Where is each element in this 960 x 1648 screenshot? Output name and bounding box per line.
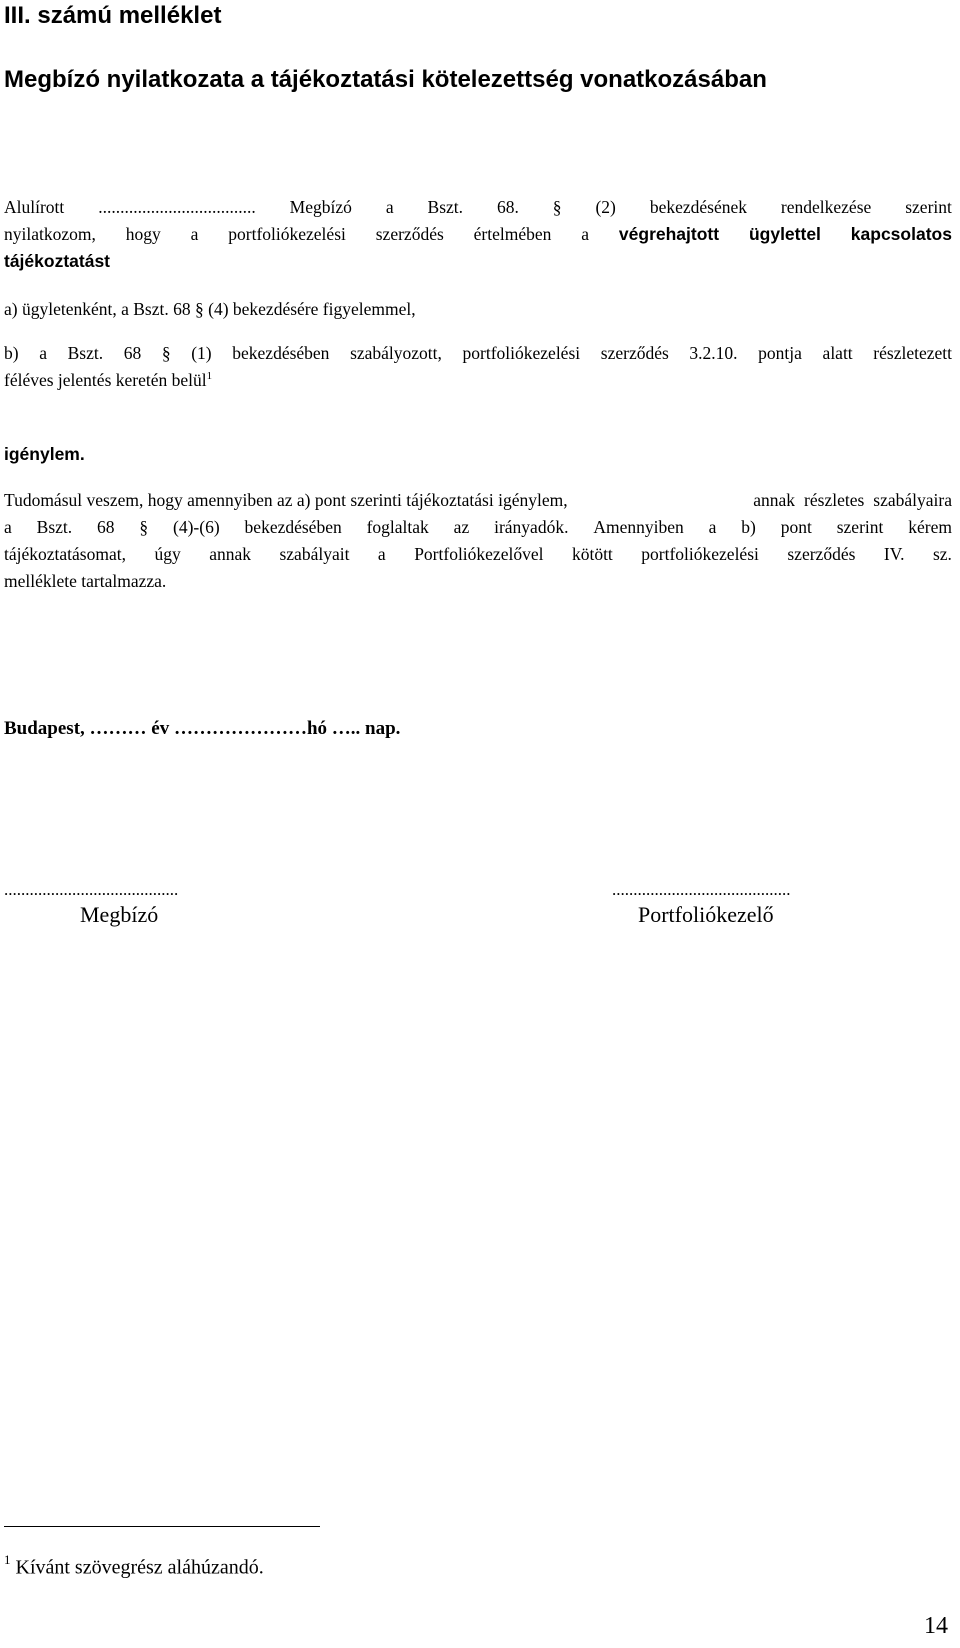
manager-signature-line: .......................................... bbox=[612, 880, 791, 899]
footnote-mark: 1 bbox=[4, 1552, 11, 1567]
notice-line-3: tájékoztatásomat, úgy annak szabályait a Portfoliókezelővel kötött portfoliókezelési szerződés IV. sz. bbox=[4, 544, 952, 564]
footnote-reference: 1 bbox=[206, 370, 213, 382]
intro-paragraph bbox=[4, 194, 952, 275]
client-signature-line: ......................................... bbox=[4, 880, 179, 899]
option-b-line-2: féléves jelentés keretén belül$^1$ bbox=[4, 370, 213, 390]
annex-title: III. számú melléklet bbox=[4, 2, 222, 29]
intro-line-3: tájékoztatást bbox=[4, 251, 111, 271]
footnote-text: Kívánt szövegrész aláhúzandó. bbox=[10, 1556, 264, 1579]
option-b bbox=[4, 340, 952, 394]
intro-line-1: Alulírott .................................... Megbízó a Bszt. 68. § (2) bekezdésének rendelkezése szerint bbox=[4, 197, 952, 217]
document-title: Megbízó nyilatkozata a tájékoztatási kötelezettség vonatkozásában bbox=[4, 66, 767, 93]
place-date-line: Budapest, ……… év …………………hó ….. nap. bbox=[4, 718, 401, 739]
footnote-separator bbox=[4, 1526, 320, 1527]
request-text: igénylem. bbox=[4, 444, 85, 464]
page-number: 14 bbox=[924, 1613, 948, 1639]
intro-line-2: nyilatkozom, hogy a portfoliókezelési szerződés értelmében a végrehajtott ügylettel kapcsolatos bbox=[4, 224, 952, 244]
notice-line-1: Tudomásul veszem, hogy amennyiben az a) pont szerinti tájékoztatási igénylem, annak részletes szabályaira bbox=[4, 490, 952, 510]
option-b-line-1: b) a Bszt. 68 § (1) bekezdésében szabályozott, portfoliókezelési szerződés 3.2.10. pontja alatt részletezett bbox=[4, 343, 952, 363]
notice-paragraph bbox=[4, 487, 952, 595]
manager-signature-label: Portfoliókezelő bbox=[638, 902, 774, 927]
notice-line-2: a Bszt. 68 § (4)-(6) bekezdésében foglaltak az irányadók. Amennyiben a b) pont szerint kérem bbox=[4, 517, 952, 537]
option-a: a) ügyletenként, a Bszt. 68 § (4) bekezdésére figyelemmel, bbox=[4, 299, 416, 319]
client-signature-label: Megbízó bbox=[80, 902, 159, 927]
footnote bbox=[4, 1550, 264, 1580]
notice-line-4: melléklete tartalmazza. bbox=[4, 571, 167, 591]
